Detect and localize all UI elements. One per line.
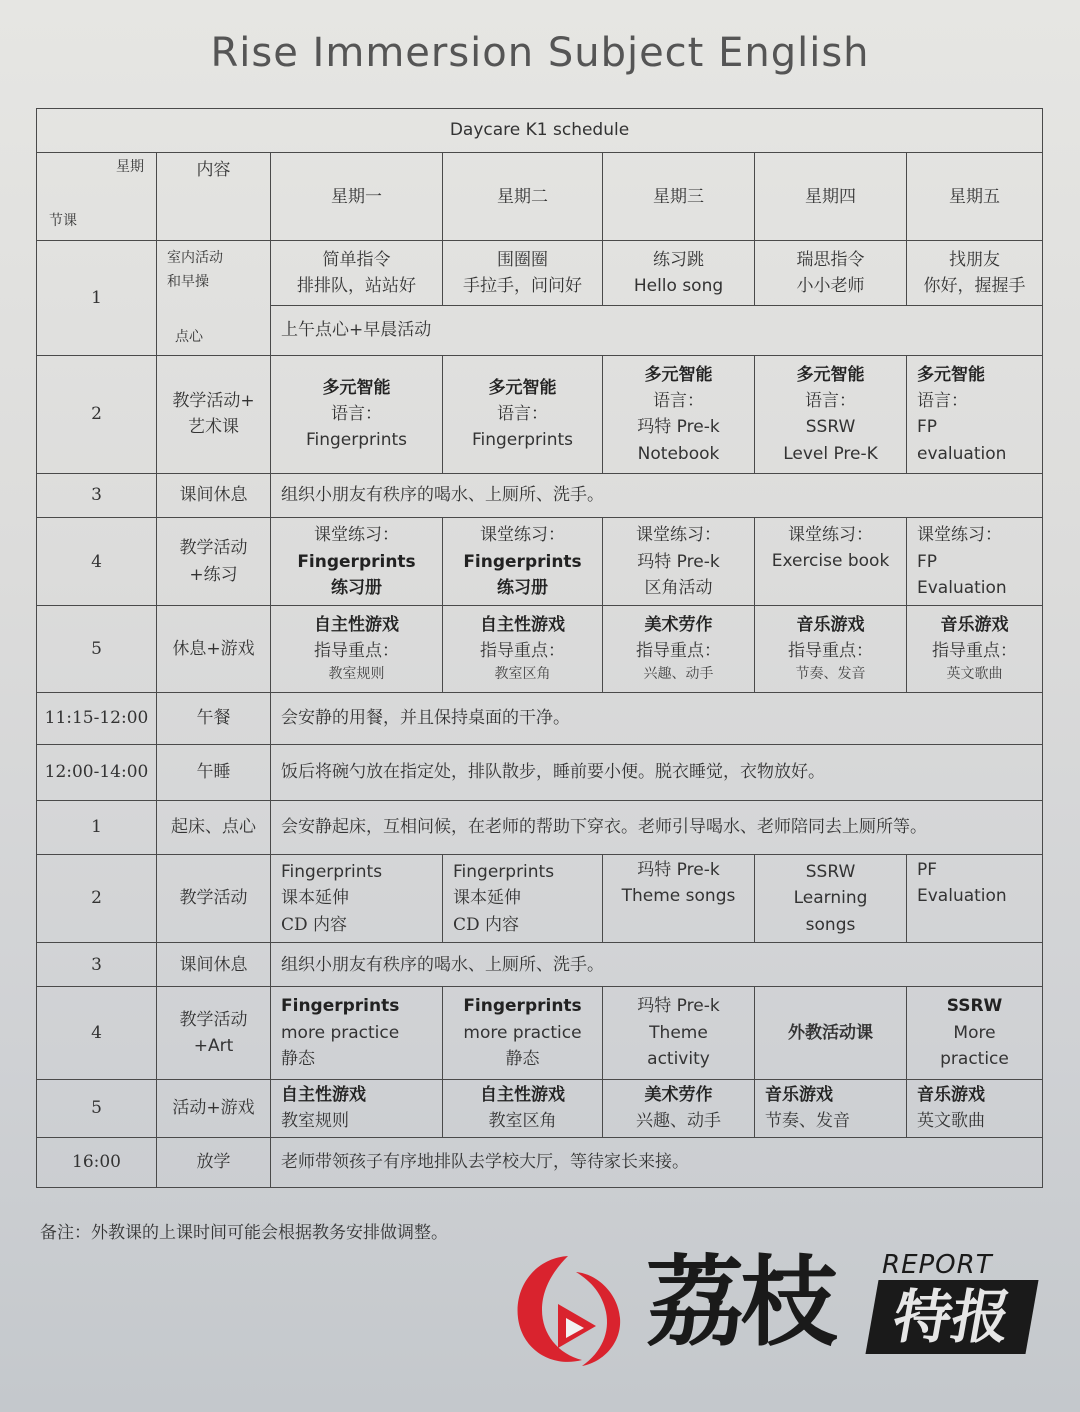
afternoon-row-5 (37, 1079, 1043, 1137)
period-label-cell: 教学活动 +练习 (157, 518, 271, 606)
period-number: 4 (37, 987, 157, 1079)
period-label-cell: 课间休息 (157, 943, 271, 987)
nap-label: 午睡 (157, 744, 271, 800)
watermark-cn-badge: 特报 (865, 1280, 1038, 1354)
day-header-wed: 星期三 (603, 153, 755, 241)
afternoon-r5-wed: 美术劳作 兴趣、动手 (603, 1079, 755, 1137)
morning-r2-thu: 多元智能 语言： SSRW Level Pre-K (755, 355, 907, 473)
watermark-report: REPORT (882, 1250, 993, 1280)
morning-r4-fri: 课堂练习： FP Evaluation (907, 518, 1043, 606)
period-number: 5 (37, 1079, 157, 1137)
corner-header (37, 153, 157, 241)
morning-r5-thu: 音乐游戏 指导重点： 节奏、发音 (755, 606, 907, 692)
afternoon-r5-mon: 自主性游戏 教室规则 (271, 1079, 443, 1137)
day-header-fri: 星期五 (907, 153, 1043, 241)
period-label-cell: 课间休息 (157, 473, 271, 517)
period-number: 2 (37, 854, 157, 942)
dismissal-row (37, 1137, 1043, 1187)
afternoon-break-text: 组织小朋友有秩序的喝水、上厕所、洗手。 (271, 943, 1043, 987)
afternoon-wake-text: 会安静起床，互相问候，在老师的帮助下穿衣。老师引导喝水、老师陪同去上厕所等。 (271, 800, 1043, 854)
lunch-row (37, 692, 1043, 744)
watermark-logo (506, 1244, 1036, 1374)
morning-r1-fri: 找朋友 你好，握握手 (907, 241, 1043, 305)
morning-r2-mon: 多元智能 语言： Fingerprints (271, 355, 443, 473)
period-number: 5 (37, 606, 157, 692)
morning-break-text: 组织小朋友有秩序的喝水、上厕所、洗手。 (271, 473, 1043, 517)
lunch-text: 会安静的用餐，并且保持桌面的干净。 (271, 692, 1043, 744)
afternoon-r4-tue: Fingerprints more practice 静态 (443, 987, 603, 1079)
morning-r2-tue: 多元智能 语言： Fingerprints (443, 355, 603, 473)
period-number: 1 (37, 241, 157, 355)
afternoon-r2-wed: 玛特 Pre-k Theme songs (603, 854, 755, 942)
day-label: 星期 (116, 159, 144, 176)
period-label-cell: 教学活动 +Art (157, 987, 271, 1079)
afternoon-r5-tue: 自主性游戏 教室区角 (443, 1079, 603, 1137)
morning-snack-text: 上午点心+早晨活动 (271, 305, 1043, 355)
nap-time: 12:00-14:00 (37, 744, 157, 800)
page-title: Rise Immersion Subject English (210, 30, 870, 76)
morning-r4-tue: 课堂练习： Fingerprints 练习册 (443, 518, 603, 606)
caption-row (37, 109, 1043, 153)
morning-row-4 (37, 518, 1043, 606)
afternoon-r5-thu: 音乐游戏 节奏、发音 (755, 1079, 907, 1137)
period-label-cell: 教学活动 (157, 854, 271, 942)
afternoon-r2-mon: Fingerprints 课本延伸 CD 内容 (271, 854, 443, 942)
watermark-cn-main: 荔枝 (646, 1246, 835, 1360)
period-number: 2 (37, 355, 157, 473)
day-header-mon: 星期一 (271, 153, 443, 241)
morning-r5-fri: 音乐游戏 指导重点： 英文歌曲 (907, 606, 1043, 692)
period-label-cell: 活动+游戏 (157, 1079, 271, 1137)
afternoon-row-2 (37, 854, 1043, 942)
afternoon-r4-thu: 外教活动课 (755, 987, 907, 1079)
dismissal-text: 老师带领孩子有序地排队去学校大厅，等待家长来接。 (271, 1137, 1043, 1187)
morning-r4-wed: 课堂练习： 玛特 Pre-k 区角活动 (603, 518, 755, 606)
dismissal-label: 放学 (157, 1137, 271, 1187)
morning-row-5 (37, 606, 1043, 692)
morning-r2-wed: 多元智能 语言： 玛特 Pre-k Notebook (603, 355, 755, 473)
morning-r1-tue: 围圈圈 手拉手，问问好 (443, 241, 603, 305)
afternoon-row-1 (37, 800, 1043, 854)
period-label-cell: 教学活动+ 艺术课 (157, 355, 271, 473)
afternoon-r2-tue: Fingerprints 课本延伸 CD 内容 (443, 854, 603, 942)
period-label-cell: 起床、点心 (157, 800, 271, 854)
morning-r1-label: 室内活动 和早操 (167, 250, 223, 291)
schedule-note: 备注：外教课的上课时间可能会根据教务安排做调整。 (40, 1223, 448, 1243)
header-row (37, 153, 1043, 241)
morning-row-2 (37, 355, 1043, 473)
dismissal-time: 16:00 (37, 1137, 157, 1187)
afternoon-r4-wed: 玛特 Pre-k Theme activity (603, 987, 755, 1079)
day-header-tue: 星期二 (443, 153, 603, 241)
period-number: 3 (37, 473, 157, 517)
nap-row (37, 744, 1043, 800)
afternoon-row-4 (37, 987, 1043, 1079)
lunch-time: 11:15-12:00 (37, 692, 157, 744)
morning-r1-snack-label: 点心 (175, 328, 203, 345)
afternoon-row-3 (37, 943, 1043, 987)
period-number: 1 (37, 800, 157, 854)
lunch-label: 午餐 (157, 692, 271, 744)
afternoon-r4-mon: Fingerprints more practice 静态 (271, 987, 443, 1079)
period-label: 节课 (49, 212, 77, 229)
period-label-cell: 休息+游戏 (157, 606, 271, 692)
period-number: 4 (37, 518, 157, 606)
afternoon-r5-fri: 音乐游戏 英文歌曲 (907, 1079, 1043, 1137)
schedule-table (36, 108, 1043, 1188)
afternoon-r4-fri: SSRW More practice (907, 987, 1043, 1079)
morning-r1-thu: 瑞思指令 小小老师 (755, 241, 907, 305)
afternoon-r2-thu: SSRW Learning songs (755, 854, 907, 942)
lychee-logo-icon (506, 1244, 636, 1374)
period-number: 3 (37, 943, 157, 987)
morning-row-3 (37, 473, 1043, 517)
morning-r5-tue: 自主性游戏 指导重点： 教室区角 (443, 606, 603, 692)
morning-r1-mon: 简单指令 排排队，站站好 (271, 241, 443, 305)
schedule-caption: Daycare K1 schedule (37, 109, 1043, 153)
morning-row-1 (37, 241, 1043, 305)
afternoon-r2-fri: PF Evaluation (907, 854, 1043, 942)
morning-r5-wed: 美术劳作 指导重点： 兴趣、动手 (603, 606, 755, 692)
morning-r4-mon: 课堂练习： Fingerprints 练习册 (271, 518, 443, 606)
content-label: 内容 (157, 153, 271, 241)
morning-r5-mon: 自主性游戏 指导重点： 教室规则 (271, 606, 443, 692)
day-header-thu: 星期四 (755, 153, 907, 241)
morning-r4-thu: 课堂练习： Exercise book (755, 518, 907, 606)
nap-text: 饭后将碗勺放在指定处，排队散步，睡前要小便。脱衣睡觉，衣物放好。 (271, 744, 1043, 800)
morning-r1-wed: 练习跳 Hello song (603, 241, 755, 305)
period-label-cell (157, 241, 271, 355)
morning-r2-fri: 多元智能 语言： FP evaluation (907, 355, 1043, 473)
